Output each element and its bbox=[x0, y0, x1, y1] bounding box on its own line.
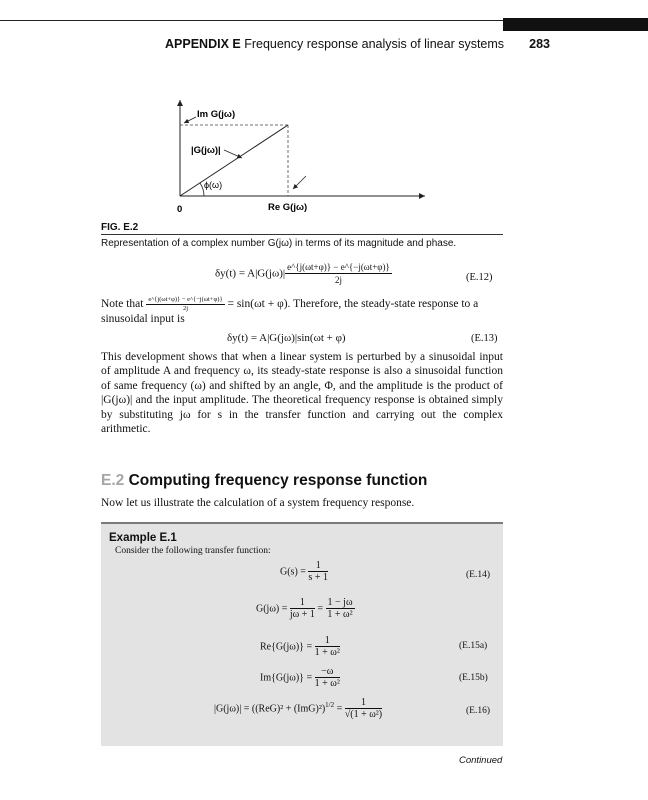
note-fraction bbox=[146, 296, 224, 313]
running-header bbox=[165, 37, 550, 51]
complex-plane-figure bbox=[160, 92, 460, 217]
equation-e16 bbox=[214, 697, 382, 721]
e14-tag: (E.14) bbox=[466, 570, 491, 580]
equation-e15b bbox=[260, 666, 340, 690]
body-paragraph: This development shows that when a linear system is perturbed by a sinusoidal input of amplitude A and frequency ω, its steady-state response is also a sinusoidal function of same frequency (ω) and shifted by an angle, Φ, and the amplitude is the product of |G(jω)| and the input amplitude. The theoretical frequency response is obtained simply by substituting jω for s in the transfer function and carrying out the complex arithmetic. bbox=[101, 351, 503, 436]
note-frac-denominator: 2j bbox=[182, 305, 188, 312]
re-pointer bbox=[293, 176, 306, 189]
note-frac-numerator: e^{j(ωt+φ)} − e^{−j(ωt+φ)} bbox=[148, 296, 223, 303]
e16-exponent: 1/2 bbox=[325, 700, 335, 709]
example-intro: Consider the following transfer function: bbox=[115, 546, 271, 556]
e15b-fraction bbox=[315, 666, 340, 690]
equation-e15a bbox=[260, 635, 340, 659]
section-number: E.2 bbox=[101, 472, 125, 489]
gjw-fraction-2 bbox=[326, 597, 355, 621]
e15b-tag: (E.15b) bbox=[459, 673, 488, 683]
gjw-denominator-1: jω + 1 bbox=[289, 609, 315, 620]
note-line-1 bbox=[101, 296, 503, 313]
e14-numerator: 1 bbox=[308, 560, 328, 572]
e16-equals: = bbox=[336, 703, 343, 715]
figure-rule bbox=[101, 234, 503, 235]
equation-gjw bbox=[256, 597, 355, 621]
example-title: Example E.1 bbox=[109, 532, 177, 544]
gjw-fraction-1 bbox=[290, 597, 315, 621]
note-rest: = sin(ωt + φ). Therefore, the steady-state response to a bbox=[227, 298, 479, 311]
e16-numerator: 1 bbox=[345, 697, 382, 709]
section-title: Computing frequency response function bbox=[128, 472, 428, 489]
e15a-fraction bbox=[315, 635, 340, 659]
e13-tag: (E.13) bbox=[471, 333, 498, 344]
e15a-denominator: 1 + ω² bbox=[314, 647, 340, 658]
e14-fraction bbox=[308, 560, 328, 584]
section-heading bbox=[101, 472, 427, 490]
e15b-lhs: Im{G(jω)} = bbox=[260, 672, 313, 684]
note-prefix: Note that bbox=[101, 298, 144, 311]
e15b-numerator: −ω bbox=[315, 666, 340, 678]
figure-label: FIG. E.2 bbox=[101, 222, 139, 233]
e12-fraction bbox=[285, 262, 392, 286]
label-im: Im G(jω) bbox=[197, 109, 236, 120]
example-box bbox=[101, 522, 503, 746]
e15a-lhs: Re{G(jω)} = bbox=[260, 641, 313, 653]
gjw-numerator-2: 1 − jω bbox=[327, 597, 353, 608]
label-origin: 0 bbox=[177, 204, 183, 215]
e12-lhs: δy(t) = A|G(jω)| bbox=[215, 267, 286, 280]
e15a-numerator: 1 bbox=[315, 635, 340, 647]
figure-caption: Representation of a complex number G(jω) in terms of its magnitude and phase. bbox=[101, 238, 457, 249]
im-pointer bbox=[184, 117, 196, 123]
e12-denominator: 2j bbox=[334, 275, 342, 285]
e12-tag: (E.12) bbox=[466, 272, 493, 283]
gjw-lhs: G(jω) = bbox=[256, 603, 288, 615]
e15a-tag: (E.15a) bbox=[459, 641, 488, 651]
e16-denominator: √(1 + ω²) bbox=[344, 709, 383, 720]
e14-lhs: G(s) = bbox=[280, 566, 306, 578]
label-mag: |G(jω)| bbox=[191, 145, 221, 156]
e16-tag: (E.16) bbox=[466, 706, 491, 716]
e15b-denominator: 1 + ω² bbox=[314, 678, 340, 689]
equation-e14 bbox=[280, 560, 328, 584]
gjw-denominator-2: 1 + ω² bbox=[327, 609, 353, 620]
mag-pointer bbox=[224, 150, 242, 158]
label-re: Re G(jω) bbox=[268, 202, 308, 213]
e16-lhs: |G(jω)| = ((ReG)² + (ImG)²) bbox=[214, 703, 326, 715]
gjw-numerator-1: 1 bbox=[290, 597, 315, 609]
page-number: 283 bbox=[529, 37, 550, 51]
equation-e12 bbox=[215, 262, 392, 286]
appendix-label: APPENDIX E bbox=[165, 37, 241, 51]
equation-e13: δy(t) = A|G(jω)|sin(ωt + φ) bbox=[227, 332, 346, 344]
continued-label: Continued bbox=[459, 755, 503, 766]
note-line-2: sinusoidal input is bbox=[101, 313, 185, 325]
section-intro: Now let us illustrate the calculation of a system frequency response. bbox=[101, 497, 415, 509]
label-phase: ϕ(ω) bbox=[204, 180, 223, 190]
e16-fraction bbox=[345, 697, 382, 721]
magnitude-vector bbox=[180, 125, 288, 196]
appendix-title: Frequency response analysis of linear systems bbox=[244, 37, 505, 51]
e14-denominator: s + 1 bbox=[308, 572, 328, 583]
header-bar bbox=[503, 18, 648, 31]
gjw-equals: = bbox=[317, 603, 324, 615]
e12-numerator: e^{j(ωt+φ)} − e^{−j(ωt+φ)} bbox=[287, 262, 390, 272]
